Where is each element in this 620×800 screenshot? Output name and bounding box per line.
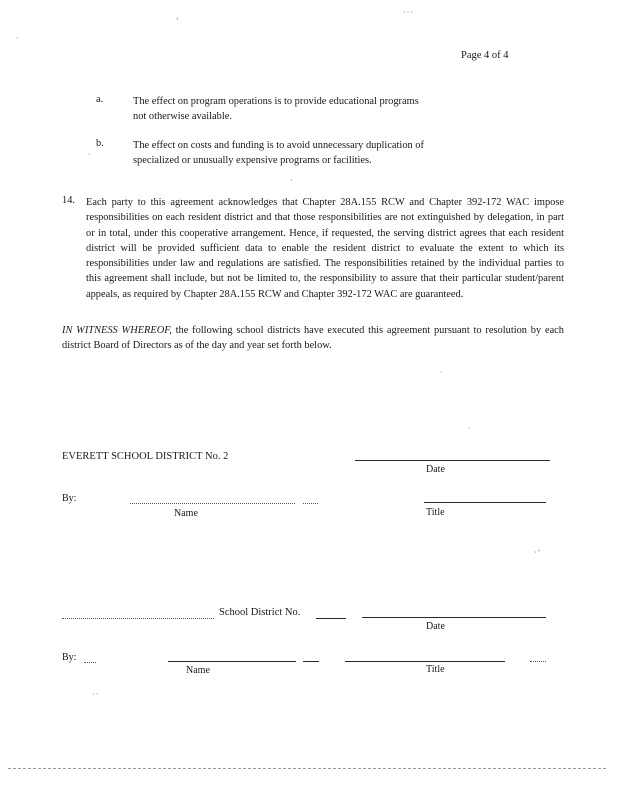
list-marker-a: a. [96, 94, 104, 105]
title-label: Title [426, 507, 445, 518]
list-marker-14: 14. [62, 195, 75, 206]
title-line-2-ext [530, 661, 546, 662]
paragraph-14: Each party to this agreement acknowledges that Chapter 28A.155 RCW and Chapter 392-172 WAC impose responsibilities on each resident district and that those responsibilities are not extinguished by delegation, in part or in total, under this cooperative arrangement. Hence, if requested, the serving district agrees that each resident district will be provided sufficient data to enable the resident district to evaluate the extent to which its responsibilities under law and regulations are satisfied. The responsibilities retained by the individual parties to this agreement shall include, but not be limited to, the responsibility to assure that their particular student/parent appeals, as required by Chapter 28A.155 RCW and Chapter 392-172 WAC are guaranteed. [86, 197, 564, 300]
page-number: Page 4 of 4 [461, 50, 509, 61]
date-label-2: Date [426, 621, 445, 632]
by-label: By: [62, 493, 77, 504]
list-marker-b: b. [96, 138, 104, 149]
scan-speck: ··· [403, 8, 414, 17]
title-label-2: Title [426, 664, 445, 675]
by-label-2: By: [62, 652, 77, 663]
title-line[interactable] [424, 502, 546, 503]
district-number-line[interactable] [316, 618, 346, 619]
list-text-a: The effect on program operations is to provide educational programs not otherwise available. [133, 96, 419, 122]
scan-speck: · [88, 150, 92, 159]
date-line[interactable] [355, 460, 550, 461]
district-line[interactable] [62, 618, 214, 619]
date-line-2[interactable] [362, 617, 546, 618]
witness-text: the following school districts have executed this agreement pursuant to resolution by each district Board of Directors as of the day and year set forth below. [62, 325, 564, 352]
scan-speck: · [16, 34, 20, 43]
district-name: EVERETT SCHOOL DISTRICT No. 2 [62, 451, 229, 462]
by-line-stub [84, 662, 96, 663]
name-line-ext [303, 503, 318, 504]
date-label: Date [426, 464, 445, 475]
page-bottom-edge [8, 768, 606, 769]
scan-speck: ‘ [176, 16, 180, 25]
witness-lead: IN WITNESS WHEREOF, [62, 325, 172, 336]
name-label-2: Name [186, 665, 210, 676]
scan-speck: · [290, 176, 294, 185]
list-text-b: The effect on costs and funding is to avoid unnecessary duplication of specialized or unusually expensive programs or facilities. [133, 140, 424, 166]
name-line-2-ext [303, 661, 319, 662]
scan-speck: · [440, 368, 444, 377]
name-line[interactable] [130, 503, 295, 504]
name-line-2[interactable] [168, 661, 296, 662]
scan-speck: ·’ [534, 548, 542, 557]
title-line-2[interactable] [345, 661, 505, 662]
name-label: Name [174, 508, 198, 519]
school-district-label: School District No. [219, 607, 301, 618]
scan-speck: ·· [92, 690, 100, 699]
witness-paragraph [62, 323, 564, 354]
scan-speck: · [468, 424, 472, 433]
